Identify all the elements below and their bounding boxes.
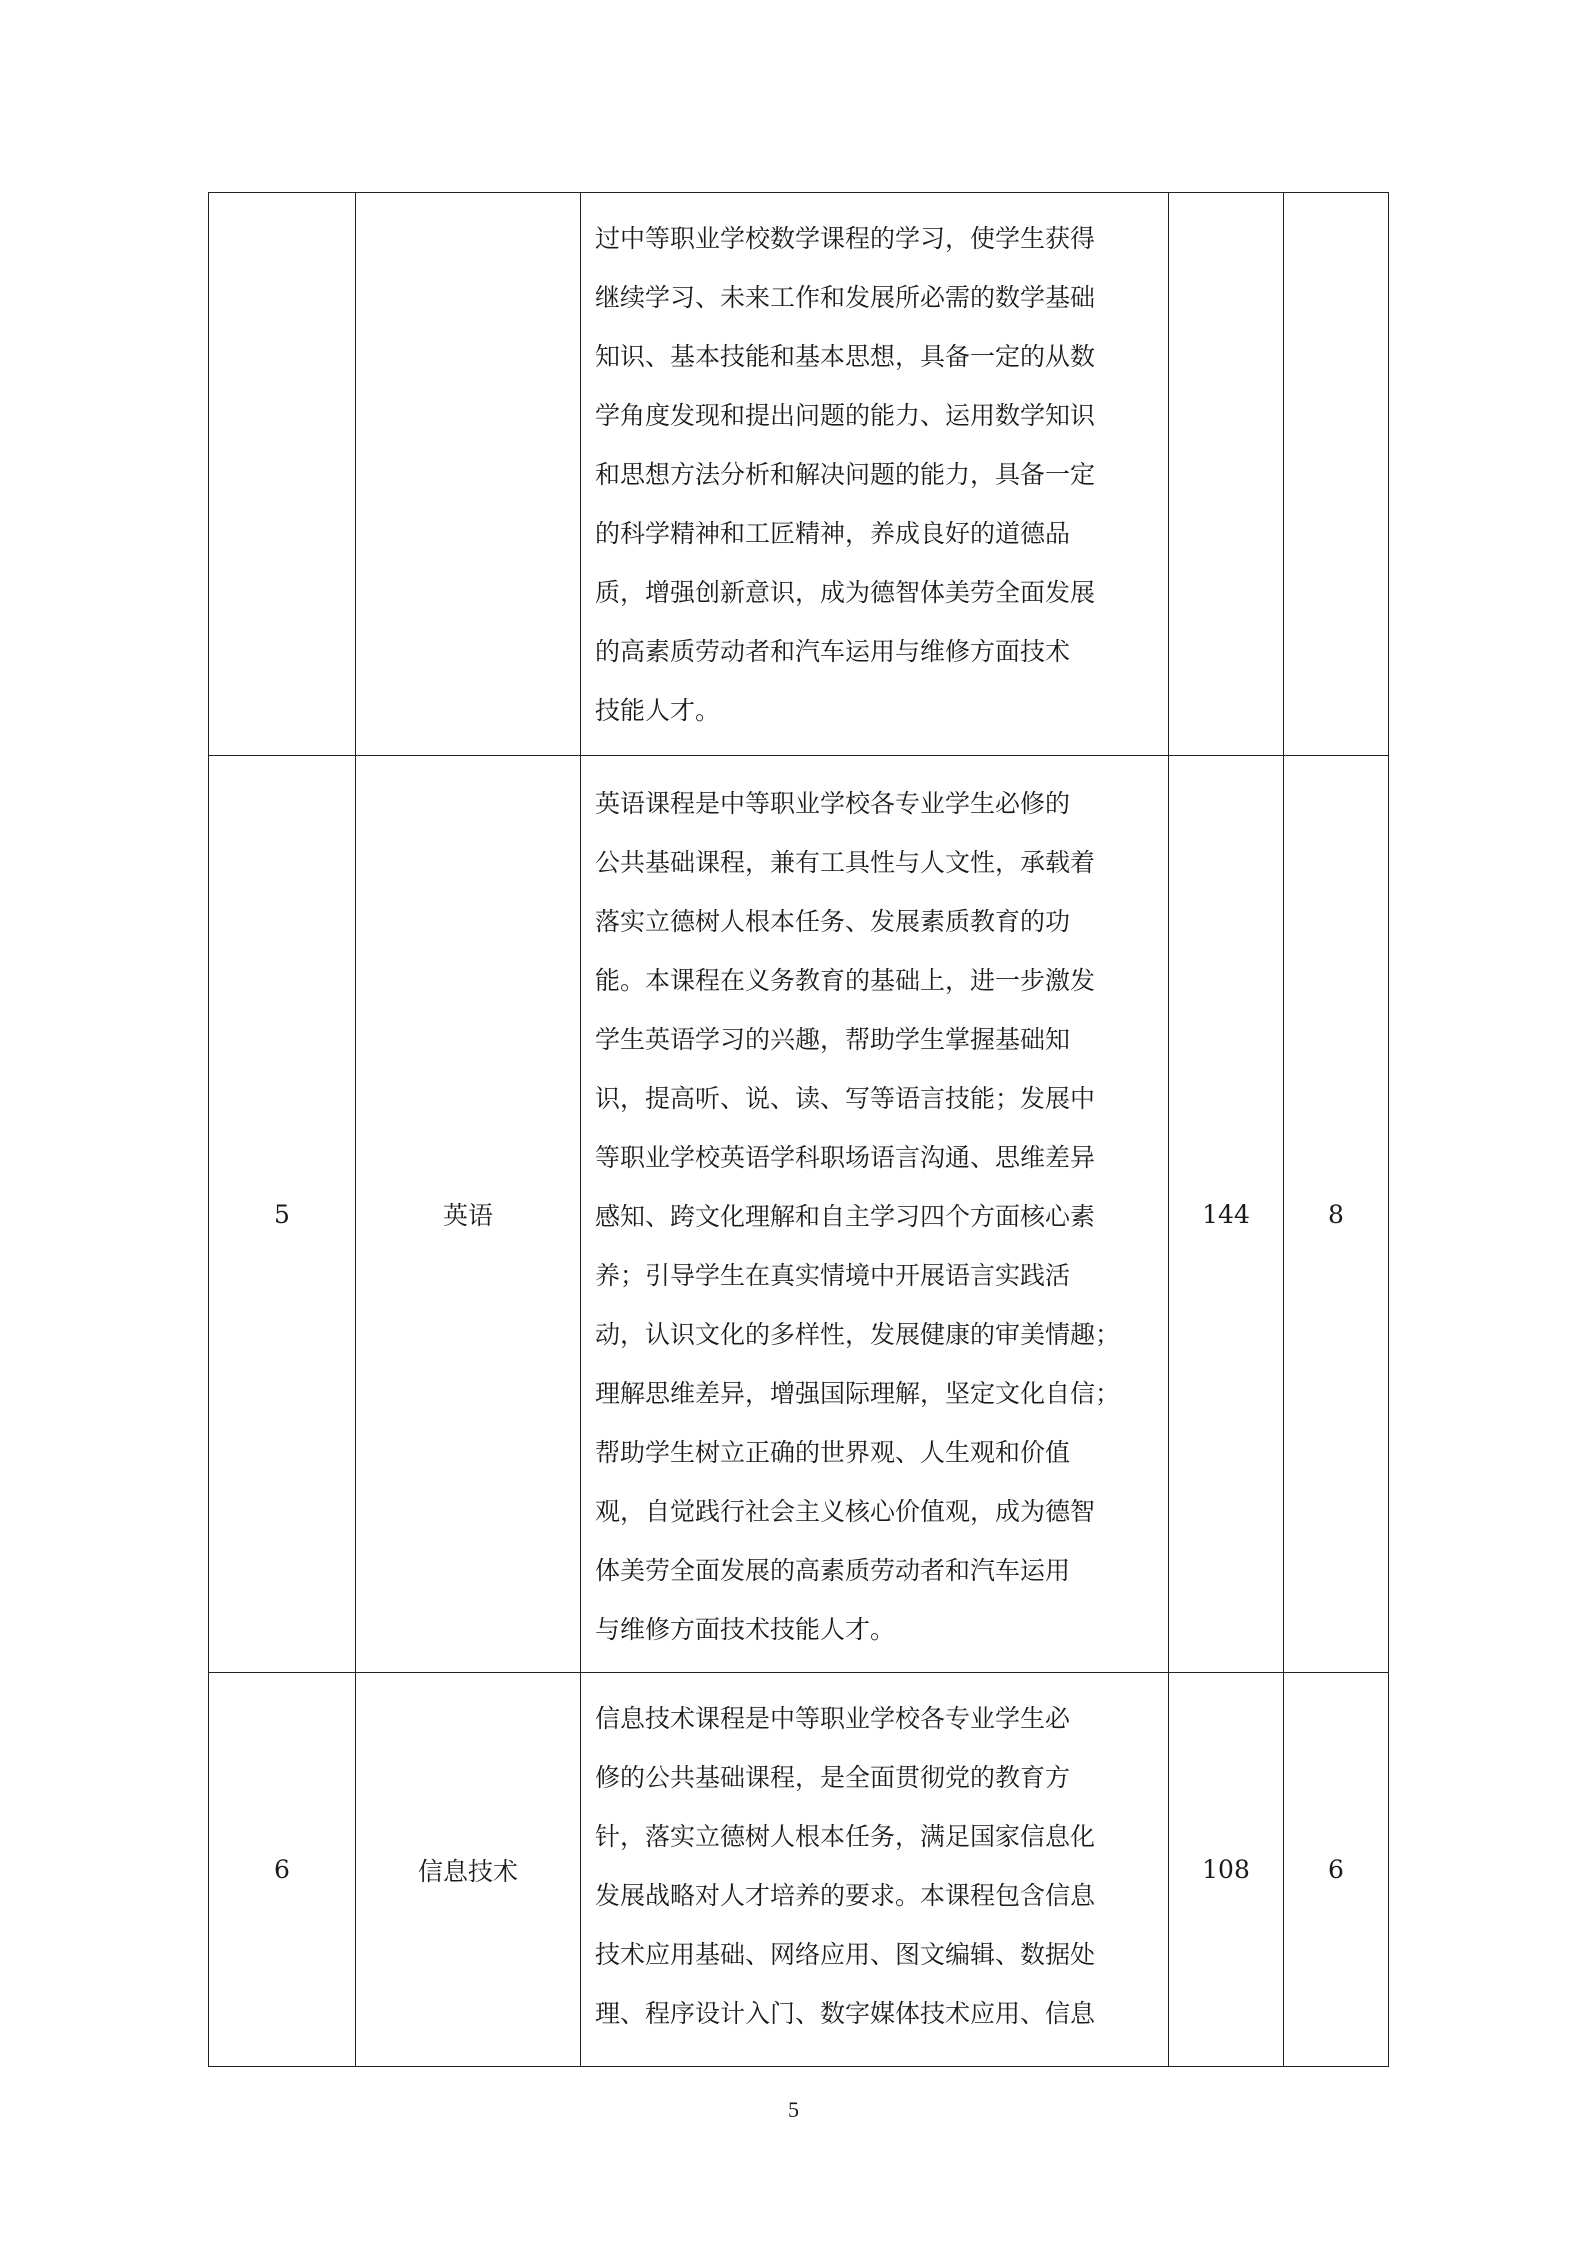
description-line: 感知、跨文化理解和自主学习四个方面核心素 xyxy=(595,1202,1096,1231)
description-line: 理、程序设计入门、数字媒体技术应用、信息 xyxy=(595,1999,1096,2028)
description-line: 等职业学校英语学科职场语言沟通、思维差异 xyxy=(595,1143,1096,1172)
description-line: 发展战略对人才培养的要求。本课程包含信息 xyxy=(595,1881,1096,1910)
description-line: 质，增强创新意识，成为德智体美劳全面发展 xyxy=(595,578,1096,607)
description-line: 体美劳全面发展的高素质劳动者和汽车运用 xyxy=(595,1556,1071,1585)
description-line: 学角度发现和提出问题的能力、运用数学知识 xyxy=(595,401,1096,430)
course-hours: 108 xyxy=(1169,1673,1284,2067)
course-hours xyxy=(1169,193,1284,756)
description-line: 学生英语学习的兴趣，帮助学生掌握基础知 xyxy=(595,1025,1071,1054)
description-line: 落实立德树人根本任务、发展素质教育的功 xyxy=(595,907,1071,936)
course-description xyxy=(581,756,1169,1673)
description-line: 养；引导学生在真实情境中开展语言实践活 xyxy=(595,1261,1071,1290)
description-line: 识，提高听、说、读、写等语言技能；发展中 xyxy=(595,1084,1096,1113)
course-hours: 144 xyxy=(1169,756,1284,1673)
table-row xyxy=(209,756,1389,1673)
course-description xyxy=(581,1673,1169,2067)
description-line: 针，落实立德树人根本任务，满足国家信息化 xyxy=(595,1822,1096,1851)
description-line: 公共基础课程，兼有工具性与人文性，承载着 xyxy=(595,848,1096,877)
description-line: 理解思维差异，增强国际理解，坚定文化自信； xyxy=(595,1379,1121,1408)
description-line: 能。本课程在义务教育的基础上，进一步激发 xyxy=(595,966,1096,995)
course-number: 5 xyxy=(209,756,356,1673)
description-line: 过中等职业学校数学课程的学习，使学生获得 xyxy=(595,224,1096,253)
course-name xyxy=(356,193,581,756)
course-number: 6 xyxy=(209,1673,356,2067)
course-credits: 8 xyxy=(1284,756,1389,1673)
course-table xyxy=(208,192,1389,2067)
table-row xyxy=(209,1673,1389,2067)
description-line: 修的公共基础课程，是全面贯彻党的教育方 xyxy=(595,1763,1071,1792)
course-credits: 6 xyxy=(1284,1673,1389,2067)
description-line: 继续学习、未来工作和发展所必需的数学基础 xyxy=(595,283,1096,312)
description-line: 的科学精神和工匠精神，养成良好的道德品 xyxy=(595,519,1071,548)
description-line: 的高素质劳动者和汽车运用与维修方面技术 xyxy=(595,637,1071,666)
course-name: 信息技术 xyxy=(356,1673,581,2067)
description-line: 与维修方面技术技能人才。 xyxy=(595,1615,896,1644)
description-line: 帮助学生树立正确的世界观、人生观和价值 xyxy=(595,1438,1071,1467)
description-line: 信息技术课程是中等职业学校各专业学生必 xyxy=(595,1704,1071,1733)
description-line: 技术应用基础、网络应用、图文编辑、数据处 xyxy=(595,1940,1096,1969)
description-line: 技能人才。 xyxy=(595,696,721,725)
description-line: 观，自觉践行社会主义核心价值观，成为德智 xyxy=(595,1497,1096,1526)
page-number: 5 xyxy=(788,2097,799,2122)
description-line: 和思想方法分析和解决问题的能力，具备一定 xyxy=(595,460,1096,489)
table-row xyxy=(209,193,1389,756)
course-credits xyxy=(1284,193,1389,756)
description-line: 英语课程是中等职业学校各专业学生必修的 xyxy=(595,789,1071,818)
course-name: 英语 xyxy=(356,756,581,1673)
description-line: 知识、基本技能和基本思想，具备一定的从数 xyxy=(595,342,1096,371)
description-line: 动，认识文化的多样性，发展健康的审美情趣； xyxy=(595,1320,1121,1349)
course-number xyxy=(209,193,356,756)
course-description xyxy=(581,193,1169,756)
